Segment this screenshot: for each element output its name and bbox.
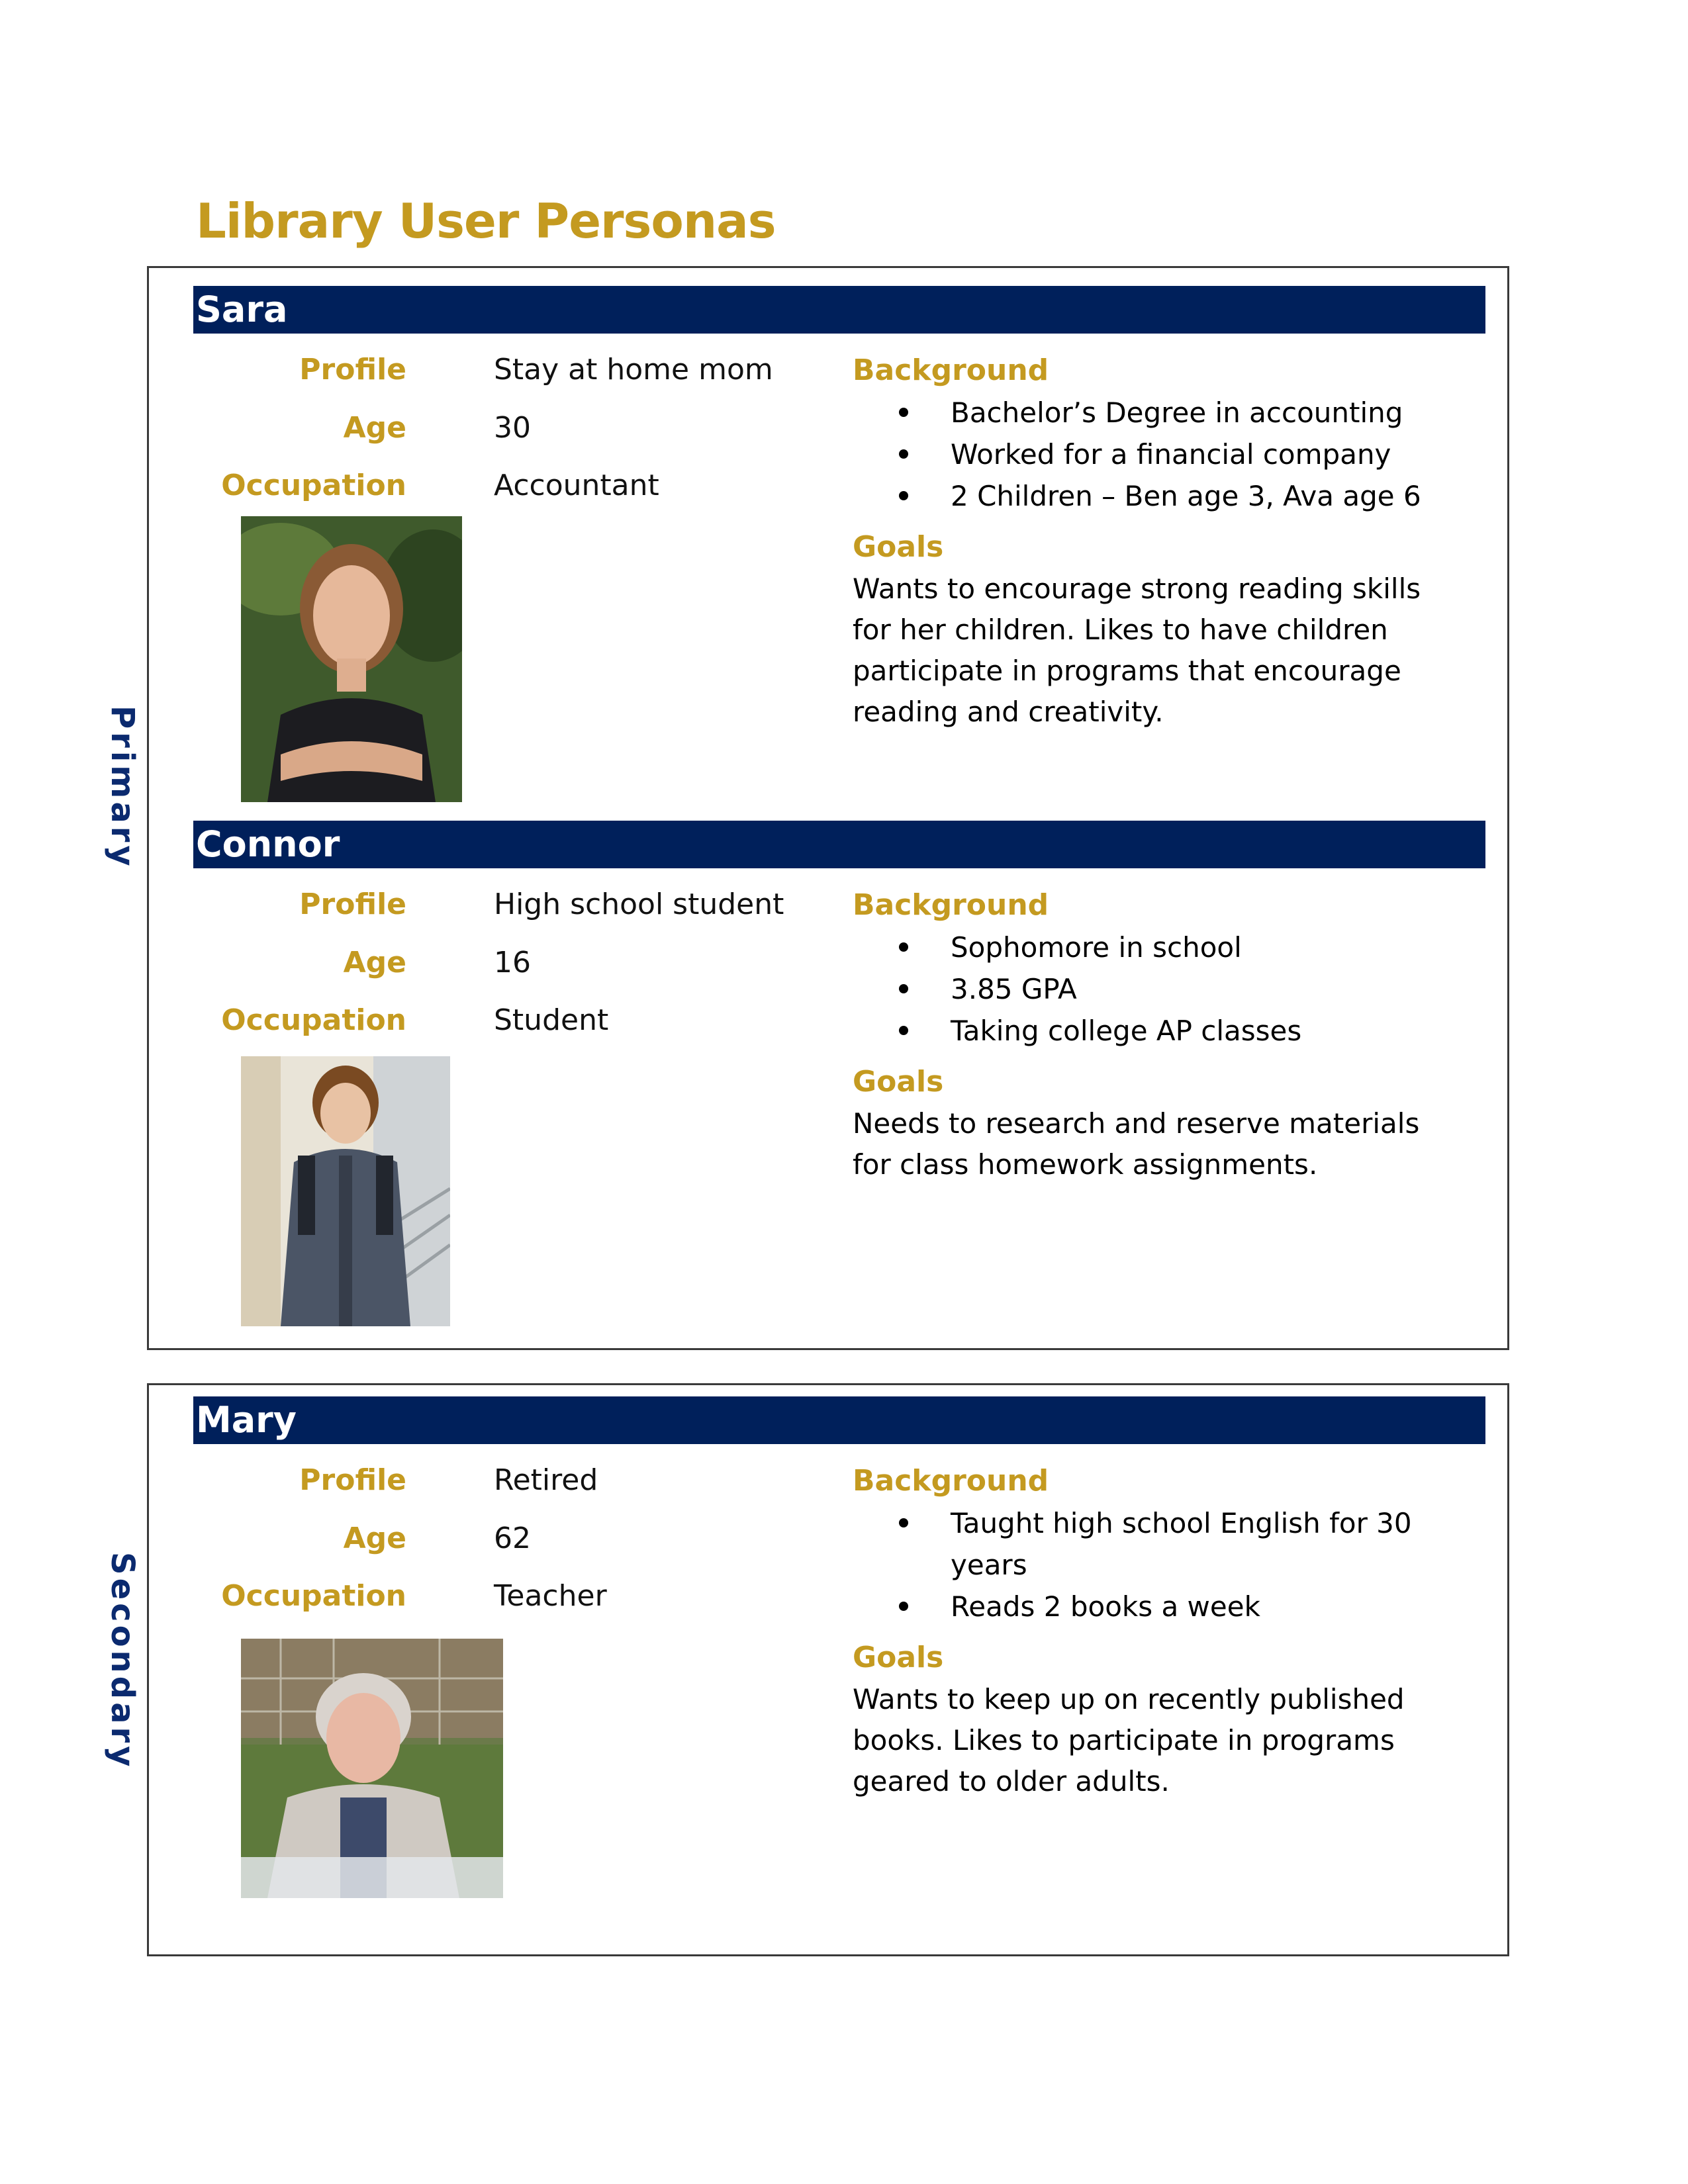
age-value: 16 <box>494 946 531 979</box>
background-list <box>853 392 1462 517</box>
profile-label: Profile <box>299 1463 406 1497</box>
background-heading: Background <box>853 1464 1049 1498</box>
background-heading: Background <box>853 353 1049 387</box>
background-heading: Background <box>853 888 1049 922</box>
list-item: 2 Children – Ben age 3, Ava age 6 <box>853 475 1462 517</box>
background-list <box>853 1502 1462 1627</box>
profile-label: Profile <box>299 887 406 921</box>
list-item: Worked for a financial company <box>853 433 1462 475</box>
profile-label: Profile <box>299 353 406 387</box>
age-label: Age <box>343 411 406 445</box>
persona-card-connor <box>193 821 1485 1337</box>
list-item: Bachelor’s Degree in accounting <box>853 392 1462 433</box>
profile-value: Stay at home mom <box>494 353 773 387</box>
persona-card-mary <box>193 1396 1485 1913</box>
persona-card-sara <box>193 286 1485 802</box>
list-item: Sophomore in school <box>853 927 1462 968</box>
primary-group-label: Primary <box>104 705 141 870</box>
age-value: 62 <box>494 1522 531 1555</box>
older-woman-outdoors-photo <box>241 1639 503 1898</box>
goals-heading: Goals <box>853 1065 944 1099</box>
occupation-label: Occupation <box>221 469 406 502</box>
goals-text: Wants to encourage strong reading skills for her children. Likes to have children participate in programs that encourage reading and creativity. <box>853 572 1421 728</box>
age-label: Age <box>343 1522 406 1555</box>
profile-value: High school student <box>494 887 784 921</box>
occupation-value: Accountant <box>494 469 659 502</box>
occupation-label: Occupation <box>221 1003 406 1037</box>
list-item: Taught high school English for 30 years <box>853 1502 1462 1586</box>
persona-name: Connor <box>193 821 1485 868</box>
list-item: Reads 2 books a week <box>853 1586 1462 1627</box>
goals-heading: Goals <box>853 1641 944 1674</box>
persona-name: Mary <box>193 1396 1485 1444</box>
goals-text: Needs to research and reserve materials for class homework assignments. <box>853 1107 1420 1181</box>
teen-boy-backpack-photo <box>241 1056 450 1326</box>
persona-name: Sara <box>193 286 1485 334</box>
goals-text: Wants to keep up on recently published books. Likes to participate in programs geared to older adults. <box>853 1683 1405 1797</box>
age-value: 30 <box>494 411 531 445</box>
occupation-label: Occupation <box>221 1579 406 1613</box>
list-item: 3.85 GPA <box>853 968 1462 1010</box>
age-label: Age <box>343 946 406 979</box>
page-title: Library User Personas <box>196 193 776 249</box>
profile-value: Retired <box>494 1463 598 1497</box>
list-item: Taking college AP classes <box>853 1010 1462 1052</box>
occupation-value: Teacher <box>494 1579 607 1613</box>
woman-arms-crossed-photo <box>241 516 462 802</box>
goals-heading: Goals <box>853 530 944 564</box>
secondary-group-label: Secondary <box>104 1552 141 1770</box>
background-list <box>853 927 1462 1052</box>
occupation-value: Student <box>494 1003 609 1037</box>
